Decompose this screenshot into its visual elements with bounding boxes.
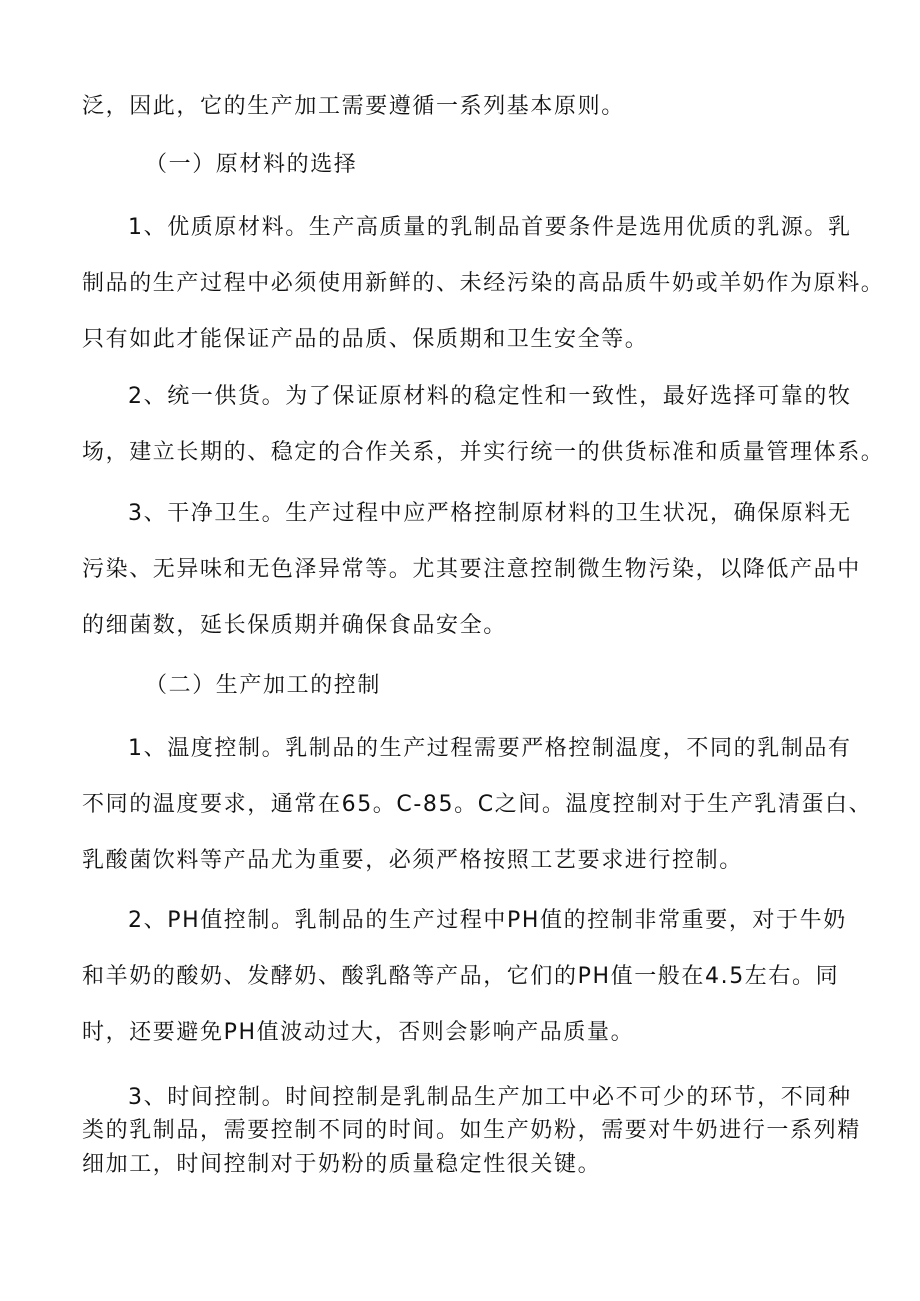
paragraph-line: 细加工，时间控制对于奶粉的质量稳定性很关键。 [82, 1152, 602, 1177]
paragraph-line: 污染、无异味和无色泽异常等。尤其要注意控制微生物污染，以降低产品中 [82, 557, 861, 582]
paragraph-line: 2、统一供货。为了保证原材料的稳定性和一致性，最好选择可靠的牧 [128, 384, 852, 409]
paragraph-line: 不同的温度要求，通常在65。C-85。C之间。温度控制对于生产乳清蛋白、 [82, 792, 873, 817]
paragraph-line: 1、温度控制。乳制品的生产过程需要严格控制温度，不同的乳制品有 [128, 736, 852, 761]
paragraph-line: 3、时间控制。时间控制是乳制品生产加工中必不可少的环节，不同种 [128, 1085, 852, 1110]
paragraph-line: 的细菌数，延长保质期并确保食品安全。 [82, 613, 507, 638]
paragraph-line: 3、干净卫生。生产过程中应严格控制原材料的卫生状况，确保原料无 [128, 501, 852, 526]
section-heading: （二）生产加工的控制 [145, 673, 382, 698]
paragraph-line: 乳酸菌饮料等产品尤为重要，必须严格按照工艺要求进行控制。 [82, 848, 743, 873]
paragraph-line: 制品的生产过程中必须使用新鲜的、未经污染的高品质牛奶或羊奶作为原料。 [82, 271, 885, 296]
paragraph-line: 类的乳制品，需要控制不同的时间。如生产奶粉，需要对牛奶进行一系列精 [82, 1118, 861, 1143]
paragraph-line: 和羊奶的酸奶、发酵奶、酸乳酪等产品，它们的PH值一般在4.5左右。同 [82, 964, 840, 989]
paragraph-line: 只有如此才能保证产品的品质、保质期和卫生安全等。 [82, 327, 649, 352]
paragraph-line: 场，建立长期的、稳定的合作关系，并实行统一的供货标准和质量管理体系。 [82, 440, 885, 465]
paragraph-line: 2、PH值控制。乳制品的生产过程中PH值的控制非常重要，对于牛奶 [128, 908, 847, 933]
section-heading: （一）原材料的选择 [145, 152, 358, 177]
paragraph-line: 1、优质原材料。生产高质量的乳制品首要条件是选用优质的乳源。乳 [128, 215, 852, 240]
paragraph-line: 时，还要避免PH值波动过大，否则会影响产品质量。 [82, 1020, 635, 1045]
paragraph-line: 泛，因此，它的生产加工需要遵循一系列基本原则。 [82, 94, 625, 119]
